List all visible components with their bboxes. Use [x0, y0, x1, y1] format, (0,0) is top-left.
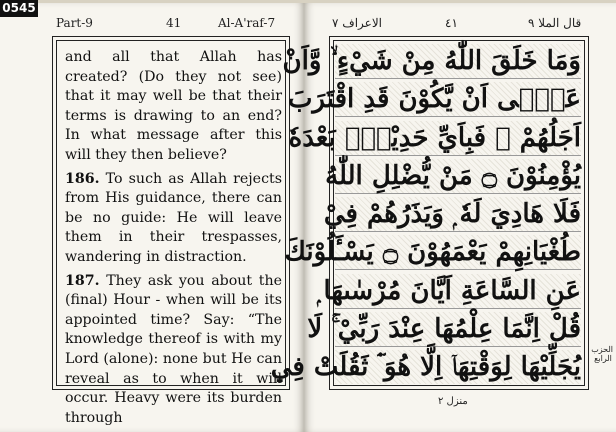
arabic-line: يُؤْمِنُوْنَ ۝ مَنْ يُّضْلِلِ اللّٰهُ	[335, 159, 581, 194]
verse-number: 186.	[65, 170, 100, 187]
arabic-line: طُغْيَانِهِمْ يَعْمَهُوْنَ ۝ يَسْـَٔلُوْنَكَ	[335, 235, 581, 270]
verse-text: and all that Allah has created? (Do they not see) that it may well be that their terms is drawing to an end? In what message after this will they then believe?	[65, 49, 282, 163]
hizb-side-note: الحزب الرابع	[591, 345, 613, 363]
arabic-line: عَنِ السَّاعَةِ اَيَّانَ مُرْسٰىهَا ۭ	[335, 274, 581, 309]
translation-paragraph	[65, 272, 282, 429]
arabic-page-number: ٤١	[445, 16, 458, 30]
arabic-part-header: قال الملا ٩	[528, 16, 582, 30]
arabic-line: عَسٰۤى اَنْ يَّكُوْنَ قَدِ اقْتَرَبَ	[335, 82, 581, 117]
manzil-footer: منزل ٢	[438, 396, 468, 407]
surah-label: Al-A'raf-7	[218, 16, 276, 30]
verse-text: To such as Allah rejects from His guidance, there can be no guide: He will leave them in their trespasses, wandering in distraction.	[65, 170, 282, 265]
arabic-surah-header: الاعراف ٧	[332, 16, 382, 30]
arabic-line: قُلْ اِنَّمَا عِلْمُهَا عِنْدَ رَبِّيْ ۚ لَا	[335, 312, 581, 347]
part-label: Part-9	[56, 16, 93, 30]
arabic-line: يُجَلِّيْهَا لِوَقْتِهَاۤ اِلَّا هُوَ ۘؔ ثَقُلَتْ فِي	[270, 352, 581, 382]
scan-id-label: 0545	[0, 0, 38, 17]
arabic-line: وَمَا خَلَقَ اللّٰهُ مِنْ شَيْءٍ ۙ وَّاَنْ	[335, 44, 581, 79]
arabic-line: فَلَا هَادِيَ لَهٗ ۭ وَيَذَرُهُمْ فِيْ	[335, 197, 581, 232]
verse-text: They ask you about the (final) Hour - when will be its appointed time? Say: “The knowledge thereof is with my Lord (alone): none but He can reveal as to when it will occur. Heavy were its burden through	[65, 272, 282, 426]
arabic-text-block	[270, 44, 581, 384]
arabic-line: اَجَلُهُمْ ۚ فَبِاَيِّ حَدِيْثٍۭ بَعْدَهٗ	[335, 121, 581, 156]
verse-number: 187.	[65, 272, 100, 289]
translation-paragraph	[65, 48, 282, 166]
translation-paragraph	[65, 170, 282, 268]
page-number: 41	[166, 16, 182, 30]
translation-text	[65, 48, 282, 432]
